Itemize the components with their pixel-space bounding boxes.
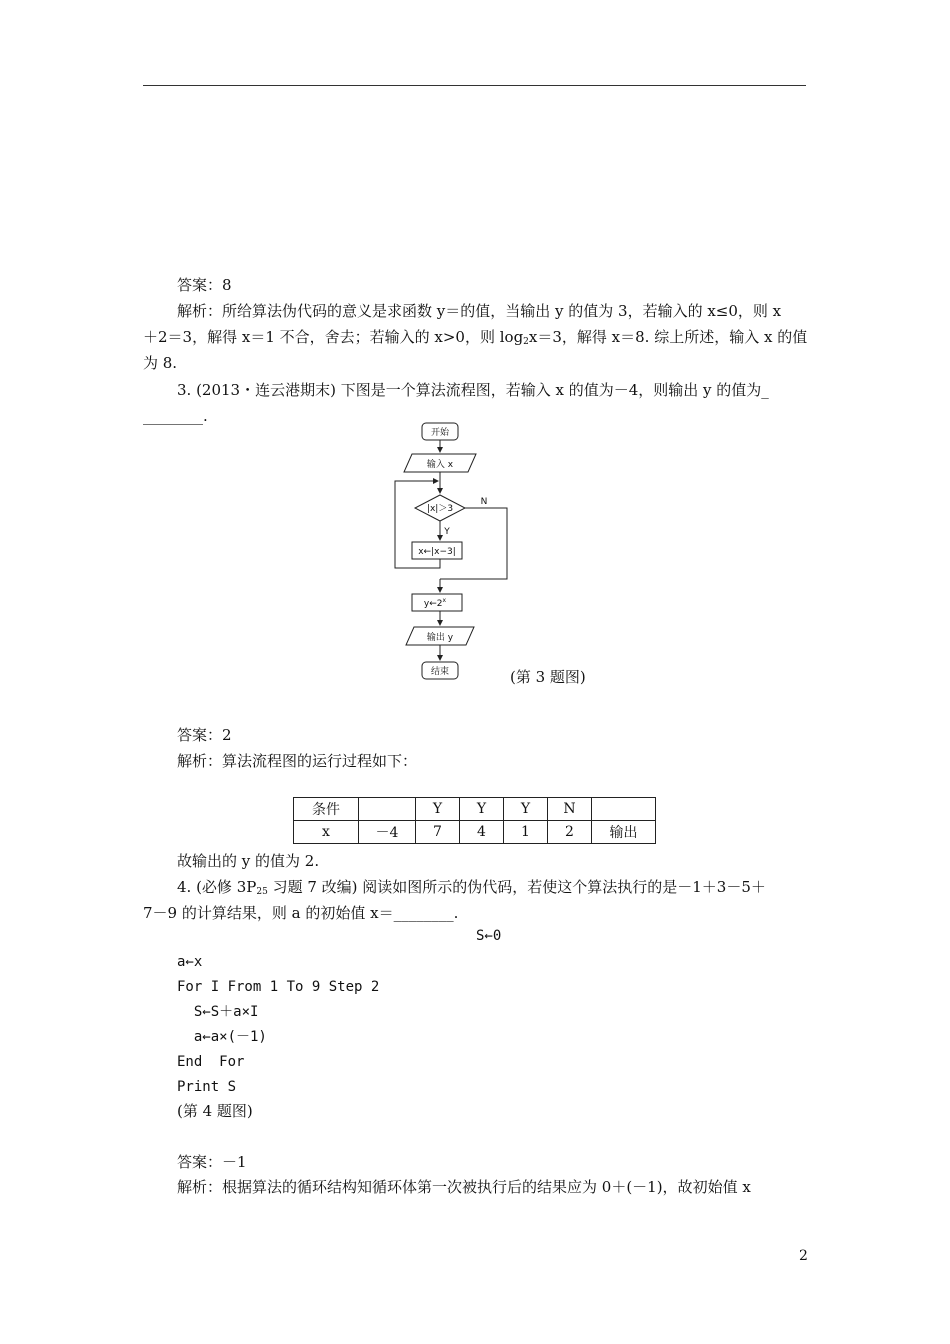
table-cell: N [548, 798, 592, 821]
table-cell: Y [504, 798, 548, 821]
table-cell: x [294, 821, 359, 844]
flow-condition-label: |x|＞3 [426, 504, 454, 514]
header-rule [143, 85, 806, 86]
page-number: 2 [799, 1248, 808, 1264]
code-line: a←x [177, 954, 203, 970]
explanation-line: 解析：算法流程图的运行过程如下： [177, 752, 418, 770]
code-line: a←a×(－1) [177, 1029, 267, 1045]
code-line: S←S＋a×I [177, 1004, 259, 1020]
explanation-line: ＋2＝3，解得 x＝1 不合，舍去；若输入的 x>0，则 $\log_2x=3$，解得 x＝8. 综上所述，输入 x 的值 [143, 328, 808, 347]
flow-input-label: 输入 x [426, 460, 454, 470]
flowchart [385, 418, 525, 690]
explanation-line: 解析：根据算法的循环结构知循环体第一次被执行后的结果应为 0＋(－1)，故初始值 x [177, 1178, 751, 1196]
flow-calc-label: y←2$^x$ [423, 597, 447, 609]
code-line: Print S [177, 1079, 237, 1095]
question-3-text: 3. (2013・连云港期末) 下图是一个算法流程图，若输入 x 的值为－4，则输出 y 的值为_ [177, 381, 769, 399]
table-row [294, 798, 656, 821]
flow-assign-label: x←|x−3| [418, 547, 456, 557]
table-cell [592, 798, 656, 821]
flow-end-label: 结束 [430, 667, 450, 677]
flow-no-label: N [480, 497, 488, 507]
question-4-text: 4. (必修 $3P_{25}$ 习题 7 改编) 阅读如图所示的伪代码，若使这个算法执行的是－1＋3－5＋ [177, 878, 766, 897]
table-cell: Y [416, 798, 460, 821]
answer-label: 答案：－1 [177, 1153, 247, 1171]
flow-yes-label: Y [444, 527, 450, 537]
flow-output-label: 输出 y [426, 633, 454, 643]
table-cell: 条件 [294, 798, 359, 821]
code-line: End For [177, 1054, 245, 1070]
table-cell: 1 [504, 821, 548, 844]
table-cell: －4 [359, 821, 416, 844]
table-cell: 7 [416, 821, 460, 844]
code-line: For I From 1 To 9 Step 2 [177, 979, 380, 995]
question-3-text: ________. [143, 407, 208, 425]
flow-start-label: 开始 [430, 428, 450, 438]
answer-label: 答案：8 [177, 276, 232, 294]
code-line: S←0 [476, 928, 502, 944]
answer-label: 答案：2 [177, 726, 232, 744]
figure-3-caption: (第 3 题图) [510, 668, 586, 686]
table-cell [359, 798, 416, 821]
table-cell: 2 [548, 821, 592, 844]
figure-4-caption: (第 4 题图) [177, 1102, 253, 1120]
explanation-line: 解析：所给算法伪代码的意义是求函数 y＝的值，当输出 y 的值为 3，若输入的 x≤0，则 x [177, 302, 782, 320]
table-cell: Y [460, 798, 504, 821]
question-4-text: 7－9 的计算结果，则 a 的初始值 x＝________. [143, 904, 459, 922]
table-cell: 输出 [592, 821, 656, 844]
conclusion-line: 故输出的 y 的值为 2. [177, 852, 320, 870]
explanation-line: 为 8. [143, 354, 178, 372]
run-table [293, 797, 656, 844]
table-row [294, 821, 656, 844]
table-cell: 4 [460, 821, 504, 844]
